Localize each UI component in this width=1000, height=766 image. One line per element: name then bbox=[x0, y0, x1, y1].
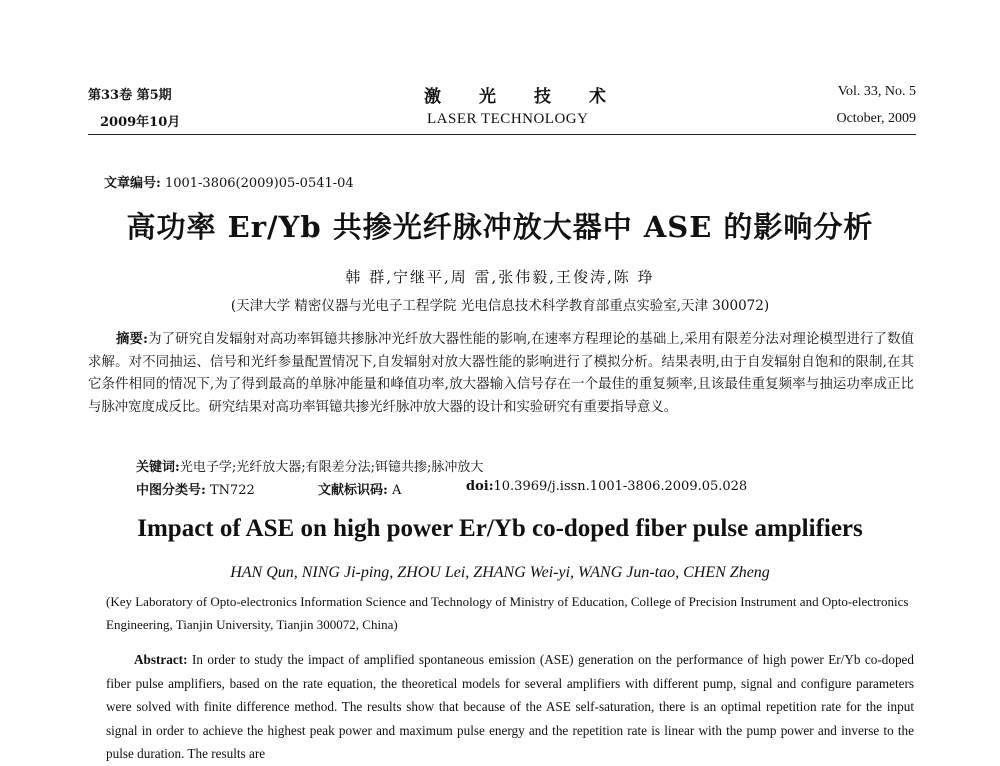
doi-label: doi: bbox=[466, 479, 494, 494]
keywords-cn-text: 光电子学;光纤放大器;有限差分法;铒镱共掺;脉冲放大 bbox=[179, 460, 484, 475]
date-cn: 2009年10月 bbox=[100, 115, 181, 130]
abstract-en bbox=[106, 648, 914, 766]
date-en: October, 2009 bbox=[836, 111, 916, 126]
abstract-cn bbox=[88, 328, 914, 419]
header-rule bbox=[88, 134, 916, 135]
article-number-label: 文章编号: bbox=[104, 176, 161, 191]
clc-label: 中图分类号: bbox=[136, 483, 206, 498]
authors-en: HAN Qun, NING Ji-ping, ZHOU Lei, ZHANG Wei-yi, WANG Jun-tao, CHEN Zheng bbox=[230, 564, 770, 581]
keywords-cn-label: 关键词: bbox=[136, 460, 180, 475]
affiliation-en: (Key Laboratory of Opto-electronics Information Science and Technology of Ministry of Education, College of Precision Instrument and Opto-electronics Engineering, Tianjin University, Tianjin 300072, China) bbox=[106, 594, 909, 632]
title-cn: 高功率 Er/Yb 共掺光纤脉冲放大器中 ASE 的影响分析 bbox=[126, 210, 874, 244]
authors-cn: 韩 群,宁继平,周 雷,张伟毅,王俊涛,陈 琤 bbox=[345, 268, 655, 286]
abstract-cn-label: 摘要: bbox=[116, 331, 148, 347]
doi bbox=[466, 479, 747, 494]
abstract-en-text: In order to study the impact of amplified spontaneous emission (ASE) generation on the performance of high power Er/Yb co-doped fiber pulse amplifiers, based on the rate equation, the theoretical models for several amplifiers with different pump, signal and configure parameters were solved with finite difference method. The results show that because of the ASE self-saturation, there is an optimal repetition rate for the input signal in order to achieve the highest peak power and maximum pulse energy and the repetition rate is linear with the pump power and inverse to the pulse duration. The results are bbox=[106, 652, 914, 761]
volume-issue-cn: 第33卷 第5期 bbox=[88, 88, 172, 103]
journal-name-cn: 激光技术 bbox=[424, 87, 644, 107]
article-number-value: 1001-3806(2009)05-0541-04 bbox=[164, 176, 354, 191]
journal-name-en: LASER TECHNOLOGY bbox=[427, 111, 589, 127]
affiliation-cn: (天津大学 精密仪器与光电子工程学院 光电信息技术科学教育部重点实验室,天津 300072) bbox=[230, 298, 770, 314]
volume-issue-en: Vol. 33, No. 5 bbox=[837, 84, 916, 99]
article-number bbox=[104, 172, 354, 191]
document-code-value: A bbox=[391, 483, 402, 498]
abstract-cn-text: 为了研究自发辐射对高功率铒镱共掺脉冲光纤放大器性能的影响,在速率方程理论的基础上,采用有限差分法对理论模型进行了数值求解。对不同抽运、信号和光纤参量配置情况下,自发辐射对放大器性能的影响进行了模拟分析。结果表明,由于自发辐射自饱和的限制,在其它条件相同的情况下,为了得到最高的单脉冲能量和峰值功率,放大器输入信号存在一个最佳的重复频率,且该最佳重复频率与抽运功率成正比与脉冲宽度成反比。研究结果对高功率铒镱共掺光纤脉冲放大器的设计和实验研究有重要指导意义。 bbox=[88, 332, 914, 415]
doi-value: 10.3969/j.issn.1001-3806.2009.05.028 bbox=[493, 479, 748, 494]
keywords-cn bbox=[136, 456, 483, 475]
title-en: Impact of ASE on high power Er/Yb co-doped fiber pulse amplifiers bbox=[137, 515, 863, 542]
clc-number bbox=[136, 479, 255, 498]
abstract-en-label: Abstract: bbox=[134, 652, 188, 667]
document-code bbox=[318, 479, 401, 498]
document-code-label: 文献标识码: bbox=[318, 483, 388, 498]
clc-value: TN722 bbox=[209, 483, 255, 498]
